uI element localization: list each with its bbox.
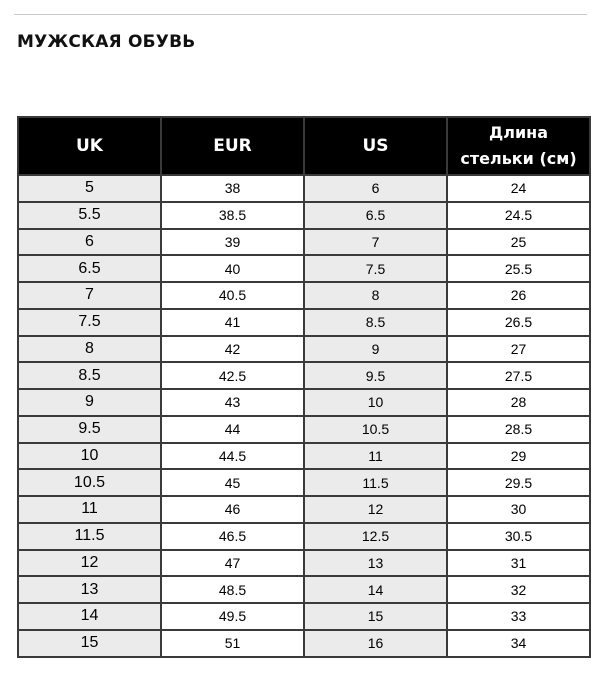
cell-uk: 15 xyxy=(18,630,161,657)
cell-eur: 45 xyxy=(161,469,304,496)
header-eur: EUR xyxy=(161,117,304,175)
cell-us: 6.5 xyxy=(304,202,447,229)
cell-uk: 14 xyxy=(18,603,161,630)
table-row xyxy=(18,255,590,282)
cell-eur: 47 xyxy=(161,550,304,577)
cell-insole-length: 28.5 xyxy=(447,416,590,443)
cell-insole-length: 33 xyxy=(447,603,590,630)
table-row xyxy=(18,362,590,389)
cell-eur: 43 xyxy=(161,389,304,416)
cell-eur: 38 xyxy=(161,175,304,202)
cell-uk: 7.5 xyxy=(18,309,161,336)
cell-insole-length: 32 xyxy=(447,576,590,603)
cell-uk: 6.5 xyxy=(18,255,161,282)
cell-insole-length: 30 xyxy=(447,496,590,523)
cell-eur: 44.5 xyxy=(161,443,304,470)
cell-eur: 40 xyxy=(161,255,304,282)
cell-uk: 11.5 xyxy=(18,523,161,550)
cell-uk: 8 xyxy=(18,336,161,363)
cell-insole-length: 24.5 xyxy=(447,202,590,229)
table-row xyxy=(18,576,590,603)
cell-uk: 9 xyxy=(18,389,161,416)
header-us: US xyxy=(304,117,447,175)
table-body xyxy=(18,175,590,657)
cell-eur: 39 xyxy=(161,229,304,256)
cell-insole-length: 26 xyxy=(447,282,590,309)
size-chart-table xyxy=(17,116,591,658)
cell-uk: 5 xyxy=(18,175,161,202)
table-row xyxy=(18,336,590,363)
cell-uk: 6 xyxy=(18,229,161,256)
cell-insole-length: 24 xyxy=(447,175,590,202)
cell-uk: 13 xyxy=(18,576,161,603)
cell-us: 14 xyxy=(304,576,447,603)
cell-insole-length: 31 xyxy=(447,550,590,577)
cell-us: 8.5 xyxy=(304,309,447,336)
cell-insole-length: 29.5 xyxy=(447,469,590,496)
cell-uk: 9.5 xyxy=(18,416,161,443)
cell-eur: 41 xyxy=(161,309,304,336)
cell-eur: 49.5 xyxy=(161,603,304,630)
cell-us: 10 xyxy=(304,389,447,416)
table-row xyxy=(18,229,590,256)
cell-uk: 11 xyxy=(18,496,161,523)
cell-uk: 12 xyxy=(18,550,161,577)
cell-us: 7 xyxy=(304,229,447,256)
table-row xyxy=(18,202,590,229)
top-divider xyxy=(14,14,587,15)
cell-eur: 42 xyxy=(161,336,304,363)
cell-insole-length: 27 xyxy=(447,336,590,363)
cell-eur: 44 xyxy=(161,416,304,443)
table-row xyxy=(18,416,590,443)
cell-us: 9.5 xyxy=(304,362,447,389)
cell-us: 7.5 xyxy=(304,255,447,282)
cell-insole-length: 29 xyxy=(447,443,590,470)
table-row xyxy=(18,496,590,523)
cell-eur: 38.5 xyxy=(161,202,304,229)
cell-insole-length: 25 xyxy=(447,229,590,256)
cell-us: 13 xyxy=(304,550,447,577)
cell-uk: 10 xyxy=(18,443,161,470)
cell-us: 12 xyxy=(304,496,447,523)
cell-us: 11.5 xyxy=(304,469,447,496)
cell-us: 9 xyxy=(304,336,447,363)
cell-eur: 48.5 xyxy=(161,576,304,603)
cell-us: 8 xyxy=(304,282,447,309)
cell-eur: 51 xyxy=(161,630,304,657)
cell-insole-length: 27.5 xyxy=(447,362,590,389)
cell-uk: 8.5 xyxy=(18,362,161,389)
cell-insole-length: 25.5 xyxy=(447,255,590,282)
table-row xyxy=(18,443,590,470)
table-row xyxy=(18,282,590,309)
cell-us: 10.5 xyxy=(304,416,447,443)
cell-eur: 40.5 xyxy=(161,282,304,309)
table-row xyxy=(18,630,590,657)
cell-uk: 10.5 xyxy=(18,469,161,496)
cell-insole-length: 34 xyxy=(447,630,590,657)
cell-eur: 46.5 xyxy=(161,523,304,550)
cell-us: 16 xyxy=(304,630,447,657)
table-row xyxy=(18,175,590,202)
table-row xyxy=(18,523,590,550)
cell-insole-length: 30.5 xyxy=(447,523,590,550)
header-insole-length: Длина стельки (см) xyxy=(447,117,590,175)
cell-us: 15 xyxy=(304,603,447,630)
cell-insole-length: 26.5 xyxy=(447,309,590,336)
table-row xyxy=(18,309,590,336)
table-row xyxy=(18,469,590,496)
cell-insole-length: 28 xyxy=(447,389,590,416)
page-title: МУЖСКАЯ ОБУВЬ xyxy=(17,32,196,52)
table-header-row xyxy=(18,117,590,175)
cell-eur: 42.5 xyxy=(161,362,304,389)
table-row xyxy=(18,550,590,577)
cell-eur: 46 xyxy=(161,496,304,523)
header-uk: UK xyxy=(18,117,161,175)
cell-us: 6 xyxy=(304,175,447,202)
cell-uk: 7 xyxy=(18,282,161,309)
table-row xyxy=(18,389,590,416)
cell-us: 12.5 xyxy=(304,523,447,550)
table-row xyxy=(18,603,590,630)
cell-us: 11 xyxy=(304,443,447,470)
cell-uk: 5.5 xyxy=(18,202,161,229)
